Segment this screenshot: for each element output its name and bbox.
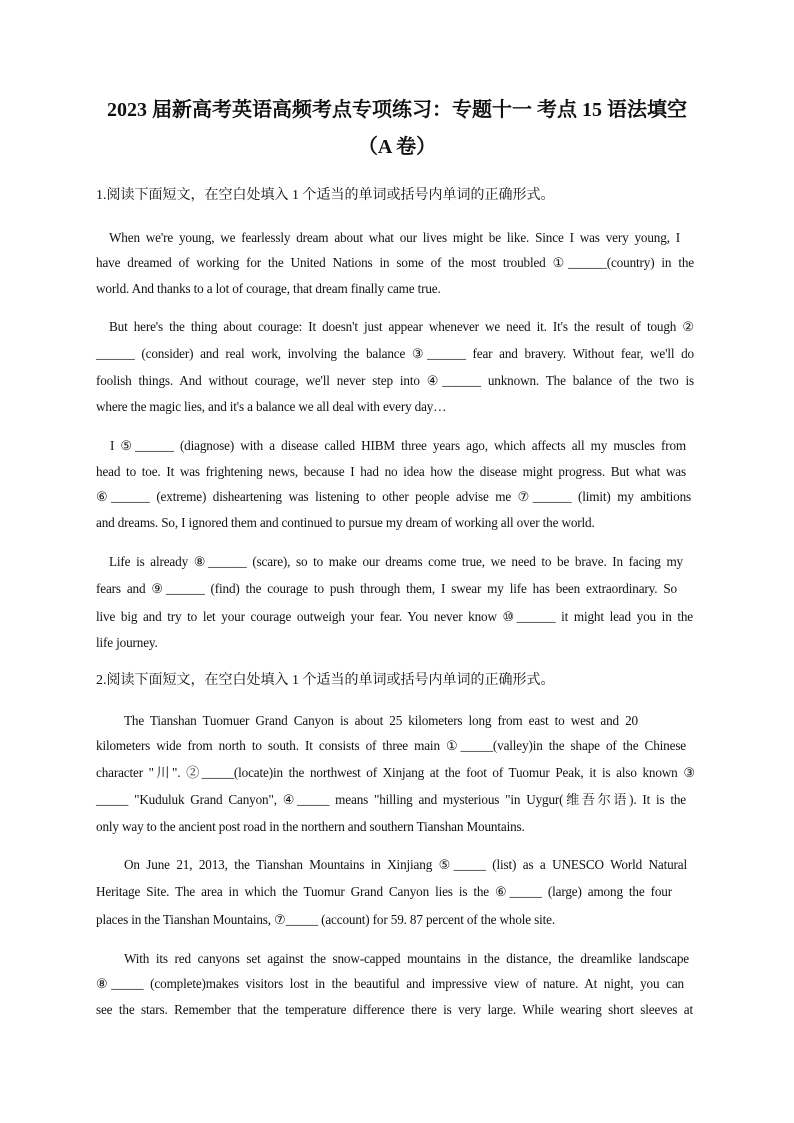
q2-instruction: 2.阅读下面短文，在空白处填入 1 个适当的单词或括号内单词的正确形式。 (96, 673, 555, 688)
q1-line: foolish things. And without courage, we'll never step into ④______ unknown. The balance of the two is (96, 373, 694, 388)
q1-line: ______ (consider) and real work, involving the balance ③______ fear and bravery. Without fear, we'll do (96, 346, 694, 361)
q1-line: where the magic lies, and it's a balance we all deal with every day… (96, 399, 447, 414)
q1-line: have dreamed of working for the United Nations in some of the most troubled ①______(country) in the (96, 255, 694, 270)
document-subtitle: （A 卷） (357, 136, 437, 158)
q1-instruction: 1.阅读下面短文，在空白处填入 1 个适当的单词或括号内单词的正确形式。 (96, 188, 555, 203)
document-title: 2023 届新高考英语高频考点专项练习：专题十一 考点 15 语法填空 (107, 99, 687, 121)
q2-line: only way to the ancient post road in the northern and southern Tianshan Mountains. (96, 819, 525, 834)
q1-line: Life is already ⑧______ (scare), so to make our dreams come true, we need to be brave. In facing my (109, 554, 683, 569)
q1-line: live big and try to let your courage outweigh your fear. You never know ⑩______ it might lead you in the (96, 609, 693, 624)
q2-line: kilometers wide from north to south. It consists of three main ①_____(valley)in the shape of the Chinese (96, 738, 686, 753)
q1-line: I ⑤______ (diagnose) with a disease called HIBM three years ago, which affects all my muscles from (110, 438, 686, 453)
q2-line: On June 21, 2013, the Tianshan Mountains in Xinjiang ⑤_____ (list) as a UNESCO World Natural (124, 857, 687, 872)
q1-line: ⑥______ (extreme) disheartening was listening to other people advise me ⑦______ (limit) my ambitions (96, 489, 691, 504)
q1-line: head to toe. It was frightening news, because I had no idea how the disease might progress. But what was (96, 464, 686, 479)
q1-line: When we're young, we fearlessly dream about what our lives might be like. Since I was very young, I (109, 230, 680, 245)
q1-line: But here's the thing about courage: It doesn't just appear whenever we need it. It's the result of tough ② (109, 319, 694, 334)
q2-line: places in the Tianshan Mountains, ⑦_____ (account) for 59. 87 percent of the whole site. (96, 912, 555, 927)
q1-line: life journey. (96, 635, 158, 650)
q2-line: Heritage Site. The area in which the Tuomur Grand Canyon lies is the ⑥_____ (large) among the four (96, 884, 672, 899)
q2-line: The Tianshan Tuomuer Grand Canyon is about 25 kilometers long from east to west and 20 (124, 713, 638, 728)
q2-line: character "川". ②_____(locate)in the northwest of Xinjang at the foot of Tuomur Peak, it is also known ③ (96, 765, 695, 780)
q1-line: and dreams. So, I ignored them and continued to pursue my dream of working all over the world. (96, 515, 595, 530)
q2-line: ⑧_____ (complete)makes visitors lost in the beautiful and impressive view of nature. At night, you can (96, 976, 684, 991)
q2-line: _____ "Kuduluk Grand Canyon", ④_____ means "hilling and mysterious "in Uygur(维吾尔语). It is the (96, 792, 686, 807)
q2-line: see the stars. Remember that the temperature difference there is very large. While wearing short sleeves at (96, 1002, 693, 1017)
q1-line: world. And thanks to a lot of courage, that dream finally came true. (96, 281, 441, 296)
q2-line: With its red canyons set against the snow-capped mountains in the distance, the dreamlike landscape (124, 951, 689, 966)
q1-line: fears and ⑨______ (find) the courage to push through them, I swear my life has been extraordinary. So (96, 581, 677, 596)
